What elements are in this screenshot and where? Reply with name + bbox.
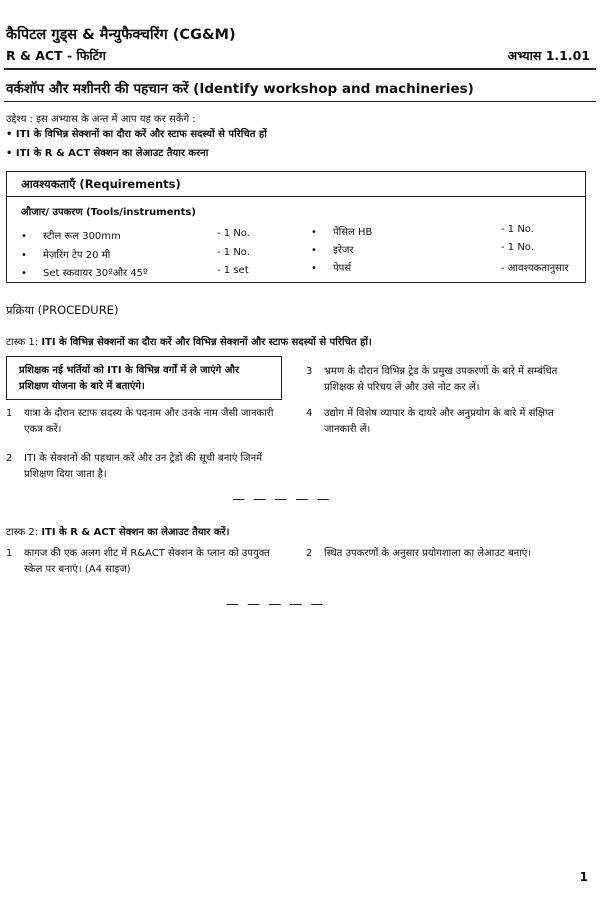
- tool-item: [21, 247, 110, 261]
- section-separator: — — — — —: [226, 597, 326, 612]
- objective-text: ITI के R & ACT सेक्शन का लेआउट तैयार करना: [15, 148, 209, 159]
- tool-name: पेंसिल HB: [333, 227, 373, 238]
- tool-qty: - 1 No.: [501, 242, 534, 253]
- section-separator: — — — — —: [232, 492, 332, 507]
- tool-qty: - 1 No.: [217, 228, 250, 239]
- task-1-step-4: [306, 406, 596, 440]
- tool-name: स्टील रूल 300mm: [43, 231, 121, 242]
- task-1-step-1: [6, 406, 306, 440]
- step-line: स्थित उपकरणों के अनुसार प्रयोगशाला का लेआउट बनाएं।: [324, 548, 532, 559]
- header-rule: [4, 68, 596, 70]
- step-line: जानकारी लें।: [324, 424, 371, 435]
- task-2-step-2: [306, 546, 596, 564]
- bullet: •: [311, 263, 317, 274]
- procedure-heading: प्रक्रिया (PROCEDURE): [6, 303, 119, 317]
- task-text: ITI के विभिन्न सेक्शनों का दौरा करें और विभिन्न सेक्शनों और स्टाफ सदस्यों से परिचित हों।: [41, 337, 372, 348]
- tool-qty: - 1 No.: [217, 247, 250, 258]
- tool-item: [21, 265, 148, 279]
- step-line: उद्योग में विशेष व्यापार के दायरे और अनुप्रयोग के बारे में संक्षिप्त: [324, 408, 554, 419]
- step-text: [324, 406, 554, 438]
- step-number: 2: [306, 548, 313, 559]
- tool-item: [311, 260, 351, 274]
- bullet: •: [21, 250, 27, 261]
- task-1-step-2: [6, 451, 306, 485]
- step-line: प्रशिक्षण दिया जाता है।: [24, 469, 107, 480]
- tool-name: मेज़रिंग टेप 20 मी: [43, 250, 111, 261]
- instructor-note-line: प्रशिक्षण योजना के बारे में बताएंगे।: [19, 381, 145, 392]
- tool-qty: - आवश्यकतानुसार: [501, 263, 569, 274]
- step-text: [24, 406, 274, 438]
- step-number: 1: [6, 408, 13, 419]
- step-number: 2: [6, 453, 13, 464]
- tool-item: [311, 224, 372, 238]
- objectives-label: उद्देश्य : इस अभ्यास के अन्त में आप यह कर सकेंगे :: [6, 114, 196, 125]
- tools-heading: औजार/ उपकरण (Tools/instruments): [21, 207, 196, 218]
- task-2-title: [6, 524, 229, 538]
- trade-subtitle: R & ACT - फिटिंग: [6, 48, 106, 63]
- task-2-step-1: [6, 546, 306, 580]
- tool-qty: - 1 No.: [501, 224, 534, 235]
- step-text: [24, 546, 270, 578]
- task-text: ITI के R & ACT सेक्शन का लेआउट तैयार करें।: [41, 527, 230, 538]
- tool-item: [311, 242, 354, 256]
- step-line: स्केल पर बनाएं। (A4 साइज): [24, 564, 131, 575]
- page-number: 1: [579, 870, 588, 884]
- instructor-note-line: प्रशिक्षक नई भर्तियों को ITI के विभिन्न वर्गों में ले जाएंगे और: [19, 365, 240, 376]
- requirements-heading: आवश्यकताएँ (Requirements): [21, 177, 181, 191]
- bullet: •: [21, 231, 27, 242]
- step-text: [24, 451, 262, 483]
- instructor-note-box: [6, 356, 282, 400]
- requirements-header: [7, 172, 585, 197]
- task-1-title: [6, 334, 372, 348]
- bullet: •: [21, 268, 27, 279]
- step-text: [324, 364, 557, 396]
- task-label: टास्क 2:: [6, 527, 39, 538]
- exercise-number: अभ्यास 1.1.01: [507, 48, 590, 63]
- bullet: •: [6, 129, 13, 140]
- objective-text: ITI के विभिन्न सेक्शनों का दौरा करें और स्टाफ सदस्यों से परिचित हों: [15, 129, 267, 140]
- step-number: 3: [306, 366, 313, 377]
- step-line: कागज की एक अलग शीट में R&ACT सेक्शन के प्लान को उपयुक्त: [24, 548, 270, 559]
- tool-name: Set स्कवायर 30ºऔर 45º: [43, 268, 148, 279]
- bullet: •: [311, 227, 317, 238]
- step-line: एकत्र करें।: [24, 424, 62, 435]
- bullet: •: [6, 148, 13, 159]
- step-line: भ्रमण के दौरान विभिन्न ट्रेड के प्रमुख उपकरणों के बारे में सम्बंधित: [324, 366, 558, 377]
- exercise-title: वर्कशॉप और मशीनरी की पहचान करें (Identify workshop and machineries): [6, 81, 474, 97]
- objective-item: [6, 126, 267, 140]
- objective-item: [6, 145, 208, 159]
- step-number: 1: [6, 548, 13, 559]
- title-rule: [4, 101, 596, 102]
- step-number: 4: [306, 408, 313, 419]
- step-line: प्रशिक्षक से परिचय लें और उसे नोट कर लें।: [324, 382, 480, 393]
- task-1-step-3: [306, 364, 596, 398]
- step-text: [324, 546, 531, 562]
- task-label: टास्क 1:: [6, 337, 39, 348]
- tool-qty: - 1 set: [217, 265, 249, 276]
- tool-name: पेपर्स: [333, 263, 352, 274]
- step-line: ITI के सेक्शनों की पहचान करें और उन ट्रेडों की सूची बनाएं जिनमें: [24, 453, 263, 464]
- tool-item: [21, 228, 121, 242]
- step-line: यात्रा के दौरान स्टाफ सदस्य के पदनाम और उनके नाम जैसी जानकारी: [24, 408, 274, 419]
- bullet: •: [311, 245, 317, 256]
- requirements-box: [6, 171, 586, 283]
- tool-name: इरेजर: [333, 245, 354, 256]
- module-title: कैपिटल गुड्स & मैन्युफैक्चरिंग (CG&M): [6, 27, 236, 43]
